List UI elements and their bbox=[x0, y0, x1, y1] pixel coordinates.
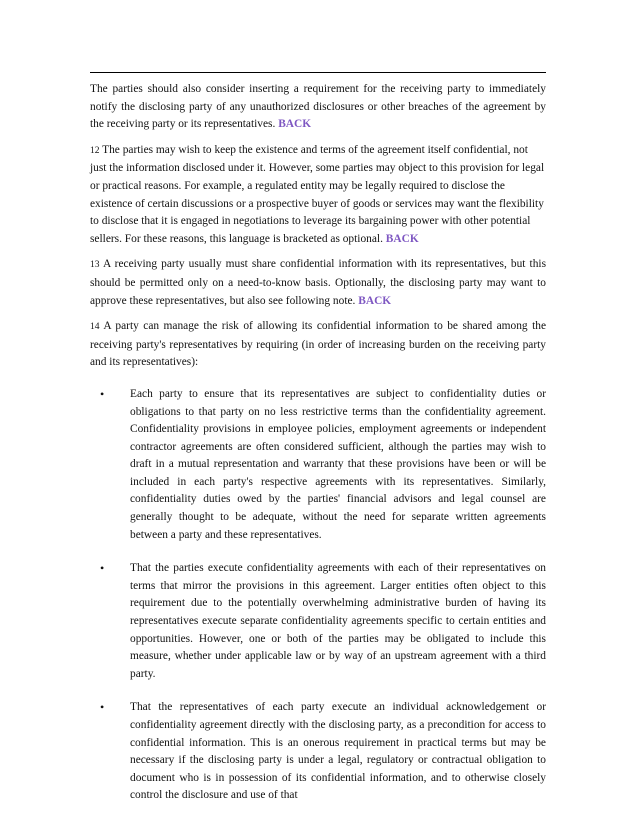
bullet-icon: • bbox=[100, 700, 105, 715]
footnote-text: The parties may wish to keep the existence and terms of the agreement itself confidential, not just the information disclosed under it. However, some parties may object to this provision for legal or practical reasons. For example, a regulated entity may be legally required to disclose the existence of certain discussions or a prospective buyer of goods or services may want the flexibility to disclose that it is engaged in negotiations to leverage its bargaining power with other potential sellers. For these reasons, this language is bracketed as optional. bbox=[90, 143, 545, 245]
footnote-text: A receiving party usually must share confidential information with its representatives, but this should be permitted only on a need-to-know basis. Optionally, the disclosing party may want to approve these representatives, but also see following note. bbox=[90, 258, 547, 307]
back-link[interactable]: BACK bbox=[385, 232, 419, 245]
footnote-intro bbox=[90, 81, 546, 134]
footnote-intro-text: The parties should also consider inserting a requirement for the receiving party to immediately notify the disclosing party of any unauthorized disclosures or other breaches of the agreement by the receiving party or its representatives. bbox=[90, 83, 546, 131]
footnote-14 bbox=[90, 318, 546, 805]
footnote-separator bbox=[90, 72, 546, 73]
bullet-icon: • bbox=[100, 561, 105, 576]
bullet-list bbox=[90, 386, 546, 805]
list-item-text: That the parties execute confidentiality agreements with each of their representatives on terms that mirror the provisions in this agreement. Larger entities often object to this requirement due to the potentially overwhelming administrative burden of having its representatives execute separate confidentiality agreements specific to certain entities and opportunities. However, one or both of the parties may be obligated to include this measure, whether under applicable law or by way of an upstream agreement with a third party. bbox=[130, 562, 546, 680]
list-item bbox=[90, 386, 546, 544]
footnotes-page bbox=[90, 72, 546, 821]
footnote-number: 12 bbox=[90, 145, 100, 156]
footnote-12 bbox=[90, 142, 546, 249]
bullet-icon: • bbox=[100, 386, 105, 401]
back-link[interactable]: BACK bbox=[358, 294, 392, 307]
footnote-13 bbox=[90, 256, 546, 310]
list-item bbox=[90, 699, 546, 805]
list-item-text: That the representatives of each party execute an individual acknowledgement or confidentiality agreement directly with the disclosing party, as a precondition for access to confidential information. This is an onerous requirement in practical terms but may be necessary if the disclosing party is under a legal, regulatory or contractual obligation to document who is in possession of its confidential information, and to otherwise closely control the disclosure and use of that bbox=[130, 701, 546, 802]
list-item-text: Each party to ensure that its representatives are subject to confidentiality duties or obligations to that party on no less restrictive terms than the confidentiality agreement. Confidentiality provisions in employee policies, employment agreements or independent contractor agreements are often considered sufficient, although the parties may wish to draft in a mutual representation and warranty that these provisions have been or will be included in each party's respective agreements with its representatives. Similarly, confidentiality duties owed by the parties' financial advisors and legal counsel are generally thought to be adequate, without the need for separate written agreements between a party and these representatives. bbox=[130, 387, 546, 541]
footnote-text: A party can manage the risk of allowing its confidential information to be shared among the receiving party's representatives by requiring (in order of increasing burden on the receiving party and its representatives): bbox=[90, 320, 547, 369]
footnote-number: 13 bbox=[90, 260, 100, 271]
back-link[interactable]: BACK bbox=[278, 118, 312, 131]
footnote-number: 14 bbox=[90, 322, 100, 333]
list-item bbox=[90, 560, 546, 683]
